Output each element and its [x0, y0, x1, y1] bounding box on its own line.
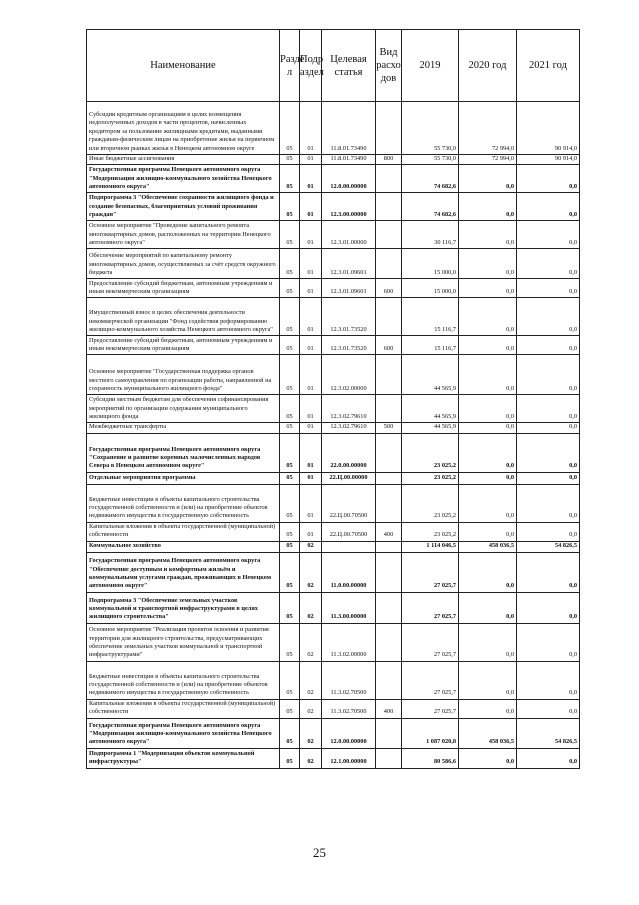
row-2020-cell: 0,0 — [459, 748, 517, 768]
row-expense-type-cell: 500 — [376, 423, 402, 433]
row-target-cell: 12.3.01.09601 — [322, 249, 376, 279]
table-header-row — [87, 30, 580, 102]
row-razdel-cell: 05 — [280, 395, 300, 423]
row-2019-cell: 74 682,6 — [402, 193, 459, 221]
row-2019-cell: 23 025,2 — [402, 472, 459, 484]
row-razdel-cell: 05 — [280, 165, 300, 193]
page-number: 25 — [313, 845, 326, 860]
row-target-cell: 22.0.00.00000 — [322, 433, 376, 472]
row-2020-cell: 0,0 — [459, 433, 517, 472]
row-2020-cell: 0,0 — [459, 336, 517, 355]
table-row — [87, 279, 580, 298]
row-target-cell: 22.Ц.00.70500 — [322, 484, 376, 522]
row-podrazdel-cell: 01 — [300, 336, 322, 355]
row-target-cell: 11.8.01.73490 — [322, 155, 376, 165]
header-target-article: Целевая статья — [322, 30, 376, 102]
row-2019-cell: 44 565,9 — [402, 423, 459, 433]
table-row — [87, 522, 580, 541]
row-name-cell: Иные бюджетные ассигнования — [87, 155, 280, 165]
row-target-cell: 12.3.00.00000 — [322, 193, 376, 221]
header-expense-type: Вид расхо дов — [376, 30, 402, 102]
row-podrazdel-cell: 02 — [300, 541, 322, 552]
row-razdel-cell: 05 — [280, 699, 300, 718]
row-podrazdel-cell: 01 — [300, 165, 322, 193]
row-2021-cell: 0,0 — [517, 592, 580, 623]
table-row — [87, 249, 580, 279]
table-row — [87, 355, 580, 395]
header-podrazdel: Подр аздел — [300, 30, 322, 102]
row-podrazdel-cell: 01 — [300, 395, 322, 423]
table-row — [87, 661, 580, 699]
row-podrazdel-cell: 01 — [300, 472, 322, 484]
row-2021-cell: 0,0 — [517, 193, 580, 221]
row-2019-cell: 15 000,0 — [402, 279, 459, 298]
row-podrazdel-cell: 01 — [300, 221, 322, 249]
row-razdel-cell: 05 — [280, 472, 300, 484]
row-2019-cell: 55 730,0 — [402, 155, 459, 165]
row-expense-type-cell — [376, 661, 402, 699]
row-2019-cell: 55 730,0 — [402, 102, 459, 155]
row-expense-type-cell — [376, 102, 402, 155]
row-2020-cell: 72 994,0 — [459, 155, 517, 165]
table-row — [87, 221, 580, 249]
row-2021-cell: 0,0 — [517, 249, 580, 279]
header-2021: 2021 год — [517, 30, 580, 102]
row-expense-type-cell — [376, 298, 402, 336]
row-2021-cell: 0,0 — [517, 623, 580, 661]
row-podrazdel-cell: 02 — [300, 718, 322, 748]
table-row — [87, 592, 580, 623]
row-expense-type-cell — [376, 193, 402, 221]
row-razdel-cell: 05 — [280, 155, 300, 165]
row-razdel-cell: 05 — [280, 541, 300, 552]
row-2020-cell: 458 036,5 — [459, 718, 517, 748]
row-target-cell: 12.3.02.79610 — [322, 395, 376, 423]
row-2019-cell: 23 025,2 — [402, 522, 459, 541]
row-2019-cell: 23 025,2 — [402, 484, 459, 522]
row-target-cell: 11.8.01.73490 — [322, 102, 376, 155]
row-razdel-cell: 05 — [280, 661, 300, 699]
row-2021-cell: 0,0 — [517, 165, 580, 193]
row-podrazdel-cell: 01 — [300, 484, 322, 522]
row-2021-cell: 0,0 — [517, 552, 580, 592]
row-name-cell: Обеспечение мероприятий по капитальному ремонту многоквартирных домов, осуществляемых за счёт средств окружного бюджета — [87, 249, 280, 279]
row-razdel-cell: 05 — [280, 552, 300, 592]
row-name-cell: Межбюджетные трансферты — [87, 423, 280, 433]
table-row — [87, 472, 580, 484]
row-expense-type-cell: 800 — [376, 155, 402, 165]
row-2019-cell: 80 586,6 — [402, 748, 459, 768]
table-row — [87, 433, 580, 472]
row-target-cell: 12.0.00.00000 — [322, 718, 376, 748]
row-expense-type-cell — [376, 355, 402, 395]
row-2019-cell: 30 116,7 — [402, 221, 459, 249]
row-2020-cell: 0,0 — [459, 279, 517, 298]
row-2020-cell: 0,0 — [459, 484, 517, 522]
row-2020-cell: 0,0 — [459, 249, 517, 279]
row-razdel-cell: 05 — [280, 748, 300, 768]
row-razdel-cell: 05 — [280, 102, 300, 155]
row-name-cell: Основное мероприятие "Реализация проектов освоения и развития территории для жилищного строительства, предусматривающих обеспечение земельных участков коммунальной и транспортной инфраструктурами" — [87, 623, 280, 661]
row-expense-type-cell — [376, 221, 402, 249]
row-target-cell: 12.3.01.09601 — [322, 279, 376, 298]
row-expense-type-cell: 400 — [376, 522, 402, 541]
row-name-cell: Подпрограмма 3 "Обеспечение земельных участков коммунальной и транспортной инфраструктурами в целях жилищного строительства" — [87, 592, 280, 623]
table-row — [87, 298, 580, 336]
row-2020-cell: 0,0 — [459, 661, 517, 699]
row-podrazdel-cell: 01 — [300, 433, 322, 472]
row-razdel-cell: 05 — [280, 193, 300, 221]
row-target-cell: 22.Ц.00.70500 — [322, 522, 376, 541]
row-razdel-cell: 05 — [280, 221, 300, 249]
row-name-cell: Субсидии кредитным организациям в целях возмещения недополученных доходов в части процентов, начисленных кредитором за пользование жилищными кредитами, выданными гражданам-физическим лицам на приобретение жилья на первичном или вторичном рынках жилья в Ненецком автономном округе — [87, 102, 280, 155]
row-expense-type-cell — [376, 748, 402, 768]
row-target-cell: 12.3.02.79610 — [322, 423, 376, 433]
row-target-cell: 11.0.00.00000 — [322, 552, 376, 592]
row-2021-cell: 0,0 — [517, 433, 580, 472]
row-2019-cell: 15 116,7 — [402, 298, 459, 336]
row-podrazdel-cell: 02 — [300, 552, 322, 592]
row-podrazdel-cell: 01 — [300, 355, 322, 395]
budget-table — [86, 29, 580, 769]
row-podrazdel-cell: 02 — [300, 623, 322, 661]
table-row — [87, 193, 580, 221]
row-target-cell — [322, 541, 376, 552]
table-row — [87, 718, 580, 748]
row-expense-type-cell: 400 — [376, 699, 402, 718]
row-podrazdel-cell: 02 — [300, 748, 322, 768]
row-name-cell: Бюджетные инвестиции в объекты капитального строительства государственной собственности и (или) на приобретение объектов недвижимого имущества в государственную собственность — [87, 661, 280, 699]
row-2019-cell: 27 025,7 — [402, 592, 459, 623]
row-razdel-cell: 05 — [280, 279, 300, 298]
row-expense-type-cell — [376, 592, 402, 623]
row-podrazdel-cell: 01 — [300, 423, 322, 433]
table-row — [87, 336, 580, 355]
row-podrazdel-cell: 02 — [300, 661, 322, 699]
row-razdel-cell: 05 — [280, 522, 300, 541]
row-target-cell: 11.3.02.70500 — [322, 661, 376, 699]
row-target-cell: 11.3.00.00000 — [322, 592, 376, 623]
row-razdel-cell: 05 — [280, 592, 300, 623]
row-target-cell: 12.0.00.00000 — [322, 165, 376, 193]
row-razdel-cell: 05 — [280, 484, 300, 522]
row-2020-cell: 0,0 — [459, 165, 517, 193]
row-name-cell: Имущественный взнос в целях обеспечения деятельности некоммерческой организации "Фонд содействия реформированию жилищно-коммунального хозяйства Ненецкого автономного округа" — [87, 298, 280, 336]
row-name-cell: Капитальные вложения в объекты государственной (муниципальной) собственности — [87, 522, 280, 541]
row-2021-cell: 0,0 — [517, 522, 580, 541]
row-razdel-cell: 05 — [280, 298, 300, 336]
row-name-cell: Капитальные вложения в объекты государственной (муниципальной) собственности — [87, 699, 280, 718]
row-2021-cell: 90 914,0 — [517, 155, 580, 165]
row-podrazdel-cell: 01 — [300, 522, 322, 541]
row-2021-cell: 0,0 — [517, 423, 580, 433]
row-name-cell: Основное мероприятие "Государственная поддержка органов местного самоуправления по организации работы, направленной на сохранность муниципального жилищного фонда" — [87, 355, 280, 395]
row-podrazdel-cell: 01 — [300, 193, 322, 221]
table-row — [87, 699, 580, 718]
row-name-cell: Коммунальное хозяйство — [87, 541, 280, 552]
row-2021-cell: 0,0 — [517, 699, 580, 718]
row-target-cell: 12.3.01.73520 — [322, 298, 376, 336]
table-row — [87, 623, 580, 661]
row-expense-type-cell: 600 — [376, 336, 402, 355]
table-row — [87, 102, 580, 155]
row-target-cell: 22.Ц.00.00000 — [322, 472, 376, 484]
row-2021-cell: 54 826,5 — [517, 718, 580, 748]
table-row — [87, 552, 580, 592]
row-2021-cell: 0,0 — [517, 484, 580, 522]
row-2020-cell: 72 994,0 — [459, 102, 517, 155]
row-name-cell: Государственная программа Ненецкого автономного округа "Обеспечение доступным и комфортным жильём и коммунальными услугами граждан, проживающих в Ненецком автономном округе" — [87, 552, 280, 592]
row-expense-type-cell: 600 — [376, 279, 402, 298]
row-podrazdel-cell: 01 — [300, 102, 322, 155]
row-name-cell: Отдельные мероприятия программы — [87, 472, 280, 484]
row-2021-cell: 0,0 — [517, 472, 580, 484]
row-2019-cell: 1 087 020,8 — [402, 718, 459, 748]
row-name-cell: Основное мероприятие "Проведение капитального ремонта многоквартирных домов, расположенных на территории Ненецкого автономного округа" — [87, 221, 280, 249]
row-2020-cell: 0,0 — [459, 298, 517, 336]
row-target-cell: 12.1.00.00000 — [322, 748, 376, 768]
row-razdel-cell: 05 — [280, 249, 300, 279]
row-2019-cell: 23 025,2 — [402, 433, 459, 472]
row-2020-cell: 0,0 — [459, 193, 517, 221]
row-target-cell: 11.3.02.70500 — [322, 699, 376, 718]
row-2019-cell: 44 565,9 — [402, 395, 459, 423]
row-expense-type-cell — [376, 395, 402, 423]
row-2020-cell: 0,0 — [459, 355, 517, 395]
row-razdel-cell: 05 — [280, 336, 300, 355]
row-podrazdel-cell: 01 — [300, 298, 322, 336]
row-name-cell: Предоставление субсидий бюджетным, автономным учреждениям и иным некоммерческим организациям — [87, 336, 280, 355]
row-2020-cell: 0,0 — [459, 423, 517, 433]
row-2021-cell: 54 826,5 — [517, 541, 580, 552]
row-target-cell: 11.3.02.00000 — [322, 623, 376, 661]
row-expense-type-cell — [376, 623, 402, 661]
table-row — [87, 423, 580, 433]
row-razdel-cell: 05 — [280, 718, 300, 748]
row-podrazdel-cell: 01 — [300, 155, 322, 165]
row-2021-cell: 0,0 — [517, 748, 580, 768]
header-2019: 2019 — [402, 30, 459, 102]
row-2020-cell: 458 036,5 — [459, 541, 517, 552]
table-row — [87, 165, 580, 193]
row-name-cell: Подпрограмма 3 "Обеспечение сохранности жилищного фонда и создание безопасных, благоприятных условий проживания граждан" — [87, 193, 280, 221]
row-podrazdel-cell: 01 — [300, 249, 322, 279]
row-razdel-cell: 05 — [280, 433, 300, 472]
row-2021-cell: 0,0 — [517, 279, 580, 298]
row-2020-cell: 0,0 — [459, 221, 517, 249]
row-expense-type-cell — [376, 472, 402, 484]
table-row — [87, 541, 580, 552]
row-2019-cell: 74 682,6 — [402, 165, 459, 193]
row-razdel-cell: 05 — [280, 355, 300, 395]
row-2020-cell: 0,0 — [459, 395, 517, 423]
table-row — [87, 395, 580, 423]
row-podrazdel-cell: 02 — [300, 592, 322, 623]
row-name-cell: Государственная программа Ненецкого автономного округа "Сохранение и развитие коренных малочисленных народов Севера в Ненецком автономном округе" — [87, 433, 280, 472]
row-name-cell: Подпрограмма 1 "Модернизация объектов коммунальной инфраструктуры" — [87, 748, 280, 768]
row-target-cell: 12.3.01.00000 — [322, 221, 376, 249]
row-2020-cell: 0,0 — [459, 592, 517, 623]
row-2020-cell: 0,0 — [459, 472, 517, 484]
row-podrazdel-cell: 02 — [300, 699, 322, 718]
row-razdel-cell: 05 — [280, 423, 300, 433]
row-2019-cell: 27 025,7 — [402, 661, 459, 699]
row-name-cell: Бюджетные инвестиции в объекты капитального строительства государственной собственности и (или) на приобретение объектов недвижимого имущества в государственную собственность — [87, 484, 280, 522]
row-2021-cell: 0,0 — [517, 298, 580, 336]
row-2021-cell: 0,0 — [517, 336, 580, 355]
row-2021-cell: 90 914,0 — [517, 102, 580, 155]
row-2019-cell: 15 116,7 — [402, 336, 459, 355]
row-2020-cell: 0,0 — [459, 552, 517, 592]
row-2019-cell: 27 025,7 — [402, 623, 459, 661]
row-expense-type-cell — [376, 249, 402, 279]
row-2019-cell: 44 565,9 — [402, 355, 459, 395]
row-2019-cell: 27 025,7 — [402, 699, 459, 718]
row-2021-cell: 0,0 — [517, 355, 580, 395]
row-2021-cell: 0,0 — [517, 221, 580, 249]
row-expense-type-cell — [376, 718, 402, 748]
row-expense-type-cell — [376, 552, 402, 592]
table-body — [87, 102, 580, 769]
table-row — [87, 748, 580, 768]
row-name-cell: Государственная программа Ненецкого автономного округа "Модернизация жилищно-коммунального хозяйства Ненецкого автономного округа" — [87, 165, 280, 193]
header-2020: 2020 год — [459, 30, 517, 102]
row-2020-cell: 0,0 — [459, 623, 517, 661]
row-target-cell: 12.3.02.00000 — [322, 355, 376, 395]
row-2019-cell: 27 025,7 — [402, 552, 459, 592]
row-2019-cell: 1 114 046,5 — [402, 541, 459, 552]
row-podrazdel-cell: 01 — [300, 279, 322, 298]
row-2020-cell: 0,0 — [459, 699, 517, 718]
table-row — [87, 155, 580, 165]
row-expense-type-cell — [376, 541, 402, 552]
row-expense-type-cell — [376, 484, 402, 522]
row-name-cell: Предоставление субсидий бюджетным, автономным учреждениям и иным некоммерческим организациям — [87, 279, 280, 298]
table-row — [87, 484, 580, 522]
row-2021-cell: 0,0 — [517, 395, 580, 423]
header-name: Наименование — [87, 30, 280, 102]
row-name-cell: Субсидии местным бюджетам для обеспечения софинансирования мероприятий по организации содержания муниципального жилищного фонда — [87, 395, 280, 423]
row-name-cell: Государственная программа Ненецкого автономного округа "Модернизация жилищно-коммунального хозяйства Ненецкого автономного округа" — [87, 718, 280, 748]
row-2020-cell: 0,0 — [459, 522, 517, 541]
header-razdel: Разде л — [280, 30, 300, 102]
row-target-cell: 12.3.01.73520 — [322, 336, 376, 355]
row-expense-type-cell — [376, 165, 402, 193]
row-2021-cell: 0,0 — [517, 661, 580, 699]
row-razdel-cell: 05 — [280, 623, 300, 661]
row-expense-type-cell — [376, 433, 402, 472]
row-2019-cell: 15 000,0 — [402, 249, 459, 279]
